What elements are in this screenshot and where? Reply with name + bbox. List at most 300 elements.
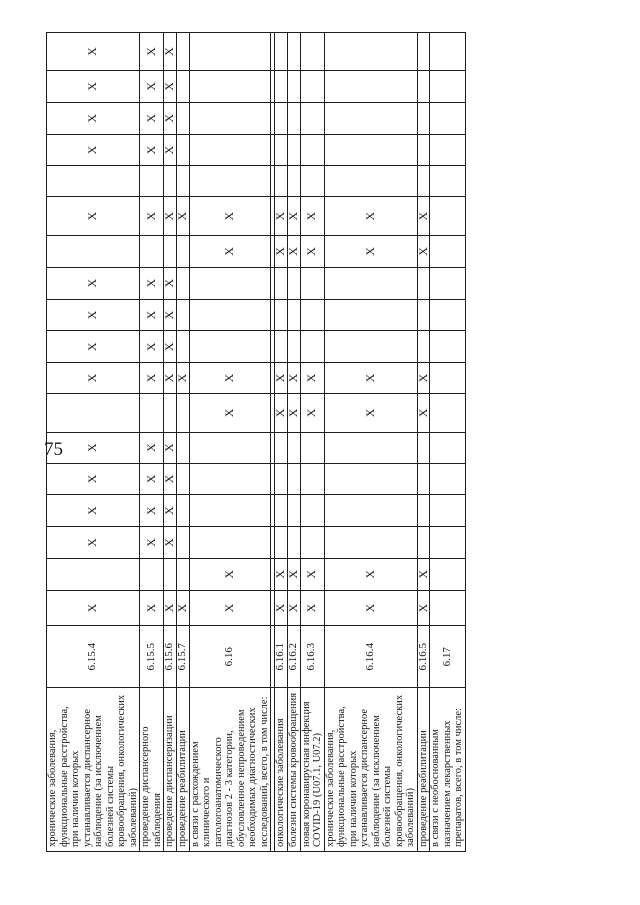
row-code: 6.16.5 — [417, 626, 430, 688]
row-indicator-name: новая коронавирусная инфекция COVID-19 (U07.1, U07.2) — [300, 688, 324, 852]
mark-cell — [287, 134, 300, 166]
mark-cell — [47, 463, 140, 495]
cross-mark: X — [415, 373, 430, 383]
mark-cell — [430, 236, 466, 268]
cross-mark: X — [162, 342, 177, 352]
mark-cell — [140, 134, 164, 166]
cross-mark: X — [143, 82, 158, 91]
cross-mark: X — [362, 569, 377, 579]
cross-mark: X — [175, 603, 189, 613]
cross-mark: X — [162, 538, 177, 547]
row-code: 6.16.2 — [287, 626, 300, 688]
mark-cell — [430, 166, 466, 197]
mark-cell — [275, 495, 288, 527]
mark-cell — [47, 134, 140, 166]
table-body — [47, 33, 466, 852]
mark-cell — [47, 236, 140, 268]
mark-cell — [140, 71, 164, 103]
mark-cell — [417, 166, 430, 197]
cross-mark: X — [85, 113, 100, 123]
mark-cell — [189, 363, 271, 394]
mark-cell — [287, 393, 300, 432]
rotated-table-container — [46, 32, 464, 852]
mark-cell — [287, 197, 300, 236]
cross-mark: X — [143, 278, 158, 288]
mark-cell — [300, 558, 324, 590]
mark-cell — [417, 432, 430, 463]
cross-mark: X — [273, 247, 287, 256]
mark-cell — [287, 495, 300, 527]
cross-mark: X — [85, 47, 100, 56]
cross-mark: X — [304, 603, 319, 613]
mark-cell — [430, 102, 466, 134]
mark-cell — [189, 590, 271, 626]
mark-cell — [417, 558, 430, 590]
mark-cell — [287, 102, 300, 134]
mark-cell — [47, 197, 140, 236]
mark-cell — [430, 463, 466, 495]
mark-cell — [47, 267, 140, 299]
mark-cell — [300, 331, 324, 363]
mark-cell — [140, 331, 164, 363]
mark-cell — [47, 331, 140, 363]
mark-cell — [164, 558, 177, 590]
mark-cell — [324, 590, 417, 626]
cross-mark: X — [162, 474, 177, 484]
row-code: 6.15.6 — [164, 626, 177, 688]
mark-cell — [47, 71, 140, 103]
mark-cell — [417, 331, 430, 363]
cross-mark: X — [143, 47, 158, 56]
mark-cell — [287, 590, 300, 626]
cross-mark: X — [85, 373, 100, 383]
mark-cell — [47, 299, 140, 331]
row-code: 6.15.5 — [140, 626, 164, 688]
cross-mark: X — [85, 145, 100, 155]
mark-cell — [324, 393, 417, 432]
cross-mark: X — [273, 408, 287, 418]
mark-cell — [177, 267, 190, 299]
mark-cell — [300, 102, 324, 134]
mark-cell — [140, 236, 164, 268]
mark-cell — [189, 71, 271, 103]
mark-cell — [177, 331, 190, 363]
mark-cell — [189, 393, 271, 432]
mark-cell — [275, 527, 288, 559]
mark-cell — [300, 393, 324, 432]
mark-cell — [275, 432, 288, 463]
mark-cell — [430, 393, 466, 432]
mark-cell — [164, 495, 177, 527]
mark-cell — [287, 331, 300, 363]
cross-mark: X — [273, 373, 287, 383]
row-code: 6.16.1 — [275, 626, 288, 688]
mark-cell — [140, 102, 164, 134]
row-indicator-name: хронические заболевания, функциональные расстройства, при наличии которых устанавливается диспансерное наблюдение (за исключением болезней системы кровообращения, онкологических заболеваний) — [324, 688, 417, 852]
mark-cell — [140, 363, 164, 394]
mark-cell — [417, 33, 430, 71]
mark-cell — [417, 463, 430, 495]
mark-cell — [47, 393, 140, 432]
mark-cell — [140, 495, 164, 527]
mark-cell — [164, 166, 177, 197]
mark-cell — [324, 134, 417, 166]
cross-mark: X — [273, 603, 287, 613]
mark-cell — [287, 166, 300, 197]
page-number: 75 — [44, 439, 63, 460]
cross-mark: X — [415, 603, 430, 613]
mark-cell — [324, 363, 417, 394]
row-indicator-name: проведение диспансеризации — [164, 688, 177, 852]
mark-cell — [140, 33, 164, 71]
mark-cell — [324, 236, 417, 268]
mark-cell — [287, 432, 300, 463]
mark-cell — [189, 463, 271, 495]
mark-cell — [300, 527, 324, 559]
mark-cell — [189, 299, 271, 331]
mark-cell — [324, 197, 417, 236]
cross-mark: X — [222, 373, 236, 383]
cross-mark: X — [162, 278, 177, 288]
mark-cell — [300, 363, 324, 394]
mark-cell — [189, 134, 271, 166]
cross-mark: X — [143, 211, 158, 221]
mark-cell — [177, 393, 190, 432]
mark-cell — [177, 527, 190, 559]
mark-cell — [177, 102, 190, 134]
mark-cell — [140, 393, 164, 432]
mark-cell — [47, 432, 140, 463]
mark-cell — [189, 197, 271, 236]
cross-mark: X — [162, 506, 177, 516]
cross-mark: X — [143, 443, 158, 453]
mark-cell — [417, 134, 430, 166]
cross-mark: X — [143, 506, 158, 516]
cross-mark: X — [362, 211, 377, 221]
cross-mark: X — [285, 408, 300, 418]
mark-cell — [324, 558, 417, 590]
cross-mark: X — [304, 569, 319, 579]
cross-mark: X — [222, 603, 236, 613]
cross-mark: X — [273, 569, 287, 579]
mark-cell — [189, 331, 271, 363]
mark-cell — [324, 71, 417, 103]
mark-cell — [417, 102, 430, 134]
mark-cell — [177, 590, 190, 626]
mark-cell — [275, 33, 288, 71]
mark-cell — [164, 33, 177, 71]
row-code: 6.17 — [430, 626, 466, 688]
row-indicator-name: хронические заболевания, функциональные расстройства, при наличии которых устанавливается диспансерное наблюдение (за исключением болезней системы кровообращения, онкологических заболеваний) — [47, 688, 140, 852]
mark-cell — [177, 495, 190, 527]
mark-cell — [300, 590, 324, 626]
mark-cell — [300, 299, 324, 331]
cross-mark: X — [162, 373, 177, 383]
mark-cell — [430, 299, 466, 331]
mark-cell — [430, 432, 466, 463]
mark-cell — [164, 267, 177, 299]
cross-mark: X — [362, 603, 377, 613]
row-code: 6.15.4 — [47, 626, 140, 688]
cross-mark: X — [285, 373, 300, 383]
mark-cell — [164, 236, 177, 268]
mark-cell — [189, 267, 271, 299]
mark-cell — [140, 299, 164, 331]
table-row — [300, 33, 324, 852]
mark-cell — [417, 236, 430, 268]
cross-mark: X — [143, 342, 158, 352]
mark-cell — [47, 33, 140, 71]
cross-mark: X — [273, 211, 287, 221]
mark-cell — [189, 558, 271, 590]
cross-mark: X — [285, 247, 300, 256]
cross-mark: X — [143, 603, 158, 613]
mark-cell — [164, 393, 177, 432]
cross-mark: X — [85, 211, 100, 221]
cross-mark: X — [143, 373, 158, 383]
mark-cell — [189, 102, 271, 134]
cross-mark: X — [85, 603, 100, 613]
mark-cell — [287, 33, 300, 71]
expertise-table — [46, 32, 466, 852]
cross-mark: X — [304, 373, 319, 383]
cross-mark: X — [362, 247, 377, 256]
row-indicator-name: в связи с необоснованным назначением лекарственных препаратов, всего, в том числе: — [430, 688, 466, 852]
mark-cell — [300, 432, 324, 463]
cross-mark: X — [85, 443, 100, 453]
mark-cell — [430, 363, 466, 394]
cross-mark: X — [162, 82, 177, 91]
mark-cell — [430, 590, 466, 626]
mark-cell — [430, 527, 466, 559]
cross-mark: X — [162, 113, 177, 123]
mark-cell — [275, 299, 288, 331]
mark-cell — [324, 527, 417, 559]
mark-cell — [140, 267, 164, 299]
mark-cell — [275, 134, 288, 166]
mark-cell — [324, 267, 417, 299]
mark-cell — [164, 527, 177, 559]
mark-cell — [47, 590, 140, 626]
mark-cell — [189, 495, 271, 527]
mark-cell — [287, 299, 300, 331]
mark-cell — [177, 299, 190, 331]
cross-mark: X — [85, 82, 100, 91]
cross-mark: X — [304, 247, 319, 256]
mark-cell — [189, 527, 271, 559]
mark-cell — [417, 527, 430, 559]
row-indicator-name: онкологические заболевания — [275, 688, 288, 852]
mark-cell — [189, 166, 271, 197]
mark-cell — [189, 236, 271, 268]
mark-cell — [300, 236, 324, 268]
mark-cell — [430, 495, 466, 527]
mark-cell — [164, 463, 177, 495]
row-indicator-name: проведение реабилитации — [417, 688, 430, 852]
mark-cell — [177, 236, 190, 268]
cross-mark: X — [222, 569, 236, 579]
mark-cell — [324, 463, 417, 495]
mark-cell — [300, 197, 324, 236]
mark-cell — [287, 363, 300, 394]
row-code: 6.15.7 — [177, 626, 190, 688]
row-code: 6.16.4 — [324, 626, 417, 688]
mark-cell — [47, 166, 140, 197]
cross-mark: X — [222, 247, 236, 256]
mark-cell — [287, 236, 300, 268]
row-indicator-name: в связи с расхождением клинического и патологоанатомического диагнозов 2 - 3 категории, обусловленное непроведением необходимых диагностических исследований, всего, в том числе: — [189, 688, 271, 852]
mark-cell — [140, 463, 164, 495]
cross-mark: X — [222, 211, 236, 221]
table-row — [287, 33, 300, 852]
mark-cell — [430, 71, 466, 103]
row-code: 6.16.3 — [300, 626, 324, 688]
mark-cell — [287, 71, 300, 103]
mark-cell — [430, 267, 466, 299]
mark-cell — [417, 590, 430, 626]
mark-cell — [417, 267, 430, 299]
cross-mark: X — [304, 408, 319, 418]
cross-mark: X — [222, 408, 236, 418]
mark-cell — [164, 299, 177, 331]
mark-cell — [300, 463, 324, 495]
row-indicator-name: проведение реабилитации — [177, 688, 190, 852]
mark-cell — [430, 134, 466, 166]
mark-cell — [177, 71, 190, 103]
mark-cell — [275, 166, 288, 197]
cross-mark: X — [85, 506, 100, 516]
mark-cell — [47, 527, 140, 559]
mark-cell — [47, 558, 140, 590]
mark-cell — [164, 71, 177, 103]
mark-cell — [275, 102, 288, 134]
mark-cell — [140, 197, 164, 236]
cross-mark: X — [162, 47, 177, 56]
cross-mark: X — [304, 211, 319, 221]
mark-cell — [140, 432, 164, 463]
cross-mark: X — [143, 113, 158, 123]
mark-cell — [300, 71, 324, 103]
mark-cell — [140, 527, 164, 559]
mark-cell — [140, 558, 164, 590]
mark-cell — [417, 393, 430, 432]
mark-cell — [177, 197, 190, 236]
cross-mark: X — [143, 145, 158, 155]
mark-cell — [177, 166, 190, 197]
mark-cell — [177, 558, 190, 590]
mark-cell — [300, 33, 324, 71]
mark-cell — [177, 432, 190, 463]
mark-cell — [430, 197, 466, 236]
mark-cell — [177, 363, 190, 394]
mark-cell — [324, 102, 417, 134]
mark-cell — [189, 33, 271, 71]
mark-cell — [47, 495, 140, 527]
mark-cell — [300, 134, 324, 166]
mark-cell — [324, 33, 417, 71]
mark-cell — [164, 102, 177, 134]
mark-cell — [164, 134, 177, 166]
cross-mark: X — [362, 373, 377, 383]
mark-cell — [430, 558, 466, 590]
cross-mark: X — [175, 211, 189, 221]
row-indicator-name: проведение диспансерного наблюдения — [140, 688, 164, 852]
table-row — [324, 33, 417, 852]
mark-cell — [275, 331, 288, 363]
mark-cell — [177, 134, 190, 166]
mark-cell — [47, 102, 140, 134]
mark-cell — [177, 463, 190, 495]
mark-cell — [324, 331, 417, 363]
cross-mark: X — [415, 408, 430, 418]
table-row — [164, 33, 177, 852]
mark-cell — [164, 432, 177, 463]
mark-cell — [324, 166, 417, 197]
mark-cell — [300, 267, 324, 299]
table-row — [47, 33, 140, 852]
cross-mark: X — [175, 373, 189, 383]
row-indicator-name: болезни системы кровообращения — [287, 688, 300, 852]
table-row — [177, 33, 190, 852]
mark-cell — [324, 432, 417, 463]
mark-cell — [140, 166, 164, 197]
mark-cell — [275, 463, 288, 495]
mark-cell — [417, 495, 430, 527]
mark-cell — [287, 527, 300, 559]
mark-cell — [140, 590, 164, 626]
cross-mark: X — [143, 538, 158, 547]
cross-mark: X — [143, 474, 158, 484]
mark-cell — [324, 299, 417, 331]
cross-mark: X — [85, 278, 100, 288]
mark-cell — [324, 495, 417, 527]
cross-mark: X — [162, 310, 177, 320]
cross-mark: X — [285, 569, 300, 579]
mark-cell — [417, 197, 430, 236]
mark-cell — [417, 299, 430, 331]
table-row — [189, 33, 271, 852]
cross-mark: X — [85, 310, 100, 320]
mark-cell — [287, 463, 300, 495]
mark-cell — [275, 71, 288, 103]
table-row — [140, 33, 164, 852]
mark-cell — [300, 166, 324, 197]
cross-mark: X — [162, 603, 177, 613]
mark-cell — [275, 267, 288, 299]
mark-cell — [177, 33, 190, 71]
mark-cell — [47, 363, 140, 394]
mark-cell — [430, 331, 466, 363]
mark-cell — [189, 432, 271, 463]
cross-mark: X — [362, 408, 377, 418]
mark-cell — [287, 558, 300, 590]
table-row — [430, 33, 466, 852]
cross-mark: X — [162, 443, 177, 453]
mark-cell — [417, 71, 430, 103]
cross-mark: X — [415, 247, 430, 256]
table-row — [417, 33, 430, 852]
cross-mark: X — [143, 310, 158, 320]
row-code: 6.16 — [189, 626, 271, 688]
mark-cell — [417, 363, 430, 394]
cross-mark: X — [85, 342, 100, 352]
mark-cell — [300, 495, 324, 527]
mark-cell — [164, 331, 177, 363]
cross-mark: X — [162, 145, 177, 155]
cross-mark: X — [162, 211, 177, 221]
cross-mark: X — [415, 211, 430, 221]
mark-cell — [430, 33, 466, 71]
